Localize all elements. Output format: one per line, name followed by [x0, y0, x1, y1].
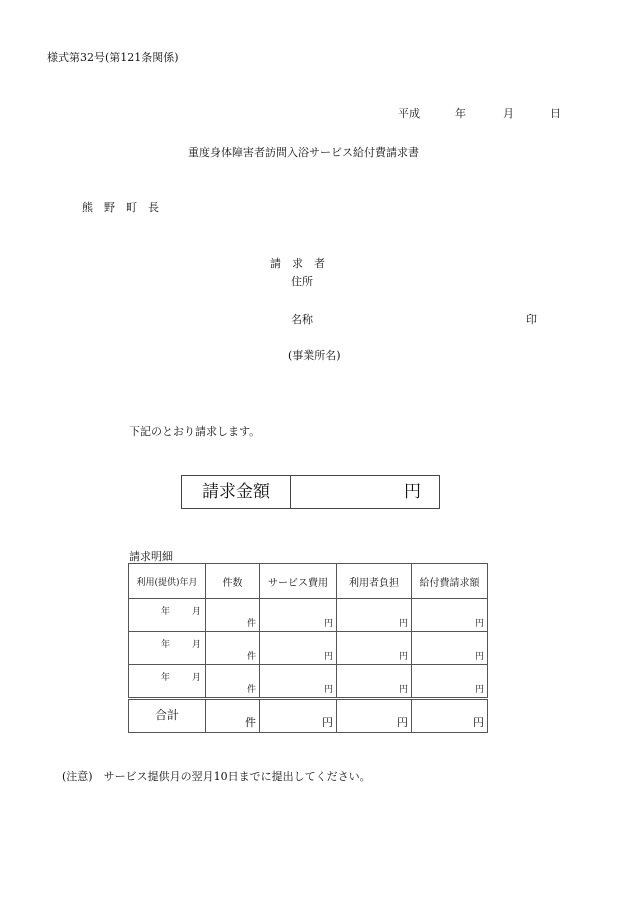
details-heading: 請求明細: [129, 550, 173, 563]
yen-unit: 円: [473, 716, 484, 729]
count-unit: 件: [246, 652, 256, 662]
yen-unit: 円: [474, 685, 484, 695]
year-unit: 年: [161, 673, 171, 683]
date-era: 平成: [398, 107, 420, 120]
table-row: [129, 632, 488, 665]
name-label: 名称: [291, 313, 313, 326]
addressee: 熊 野 町 長: [82, 201, 159, 214]
yen-unit: 円: [322, 716, 333, 729]
yen-unit: 円: [474, 652, 484, 662]
date-month: 月: [503, 107, 514, 120]
table-row: [129, 665, 488, 699]
claim-amount-box: [181, 475, 440, 509]
column-header: 件数: [206, 564, 260, 599]
claim-amount-unit: 円: [404, 482, 421, 502]
yen-unit: 円: [398, 619, 408, 629]
month-unit: 月: [191, 640, 201, 650]
column-header: サービス費用: [260, 564, 337, 599]
address-label: 住所: [291, 275, 313, 288]
total-row: [129, 699, 488, 733]
claimant-heading: 請 求 者: [270, 257, 325, 270]
yen-unit: 円: [397, 716, 408, 729]
document-title: 重度身体障害者訪問入浴サービス給付費請求書: [188, 146, 419, 159]
table-row: [129, 599, 488, 632]
count-unit: 件: [246, 619, 256, 629]
yen-unit: 円: [398, 685, 408, 695]
table-header: [129, 564, 488, 599]
details-table: [128, 563, 488, 733]
office-label: (事業所名): [288, 349, 341, 362]
yen-unit: 円: [323, 619, 333, 629]
yen-unit: 円: [398, 652, 408, 662]
yen-unit: 円: [323, 685, 333, 695]
column-header: 利用者負担: [337, 564, 412, 599]
seal-mark: 印: [526, 313, 537, 326]
total-label: 合計: [154, 708, 179, 722]
claim-amount-label: 請求金額: [182, 476, 291, 508]
form-number: 様式第32号(第121条関係): [47, 51, 179, 64]
yen-unit: 円: [474, 619, 484, 629]
year-unit: 年: [161, 640, 171, 650]
yen-unit: 円: [323, 652, 333, 662]
column-header: 給付費請求額: [412, 564, 488, 599]
column-header: 利用(提供)年月: [129, 564, 206, 599]
year-unit: 年: [161, 607, 171, 617]
month-unit: 月: [191, 607, 201, 617]
intro-text: 下記のとおり請求します。: [129, 425, 261, 438]
month-unit: 月: [191, 673, 201, 683]
count-unit: 件: [245, 716, 256, 729]
date-year: 年: [455, 107, 466, 120]
date-day: 日: [550, 107, 561, 120]
count-unit: 件: [246, 685, 256, 695]
note-text: (注意) サービス提供月の翌月10日までに提出してください。: [62, 770, 371, 783]
